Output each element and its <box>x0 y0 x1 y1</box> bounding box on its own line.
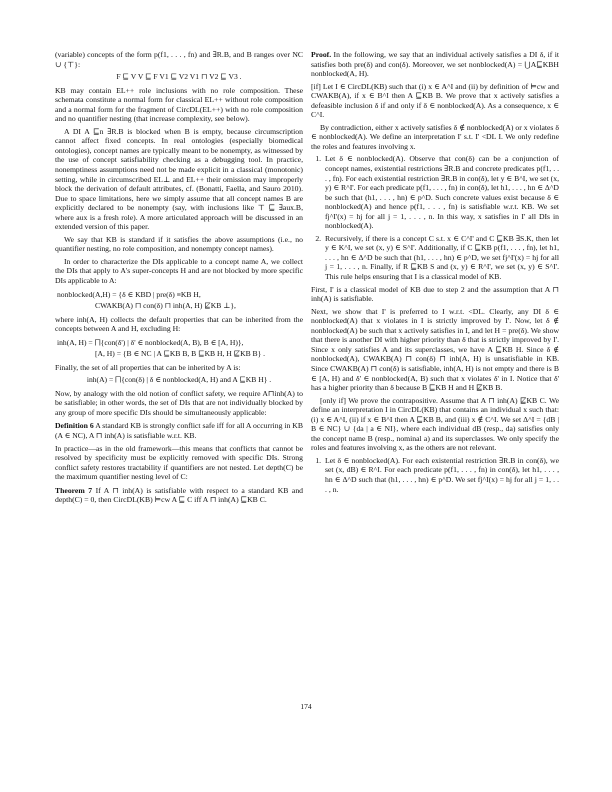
proof-steps-list <box>311 154 559 281</box>
math-line: [A, H) = {B ∈ NC | A ⊑KB B, B ⊑KB H, H ⋢KB B} . <box>95 348 266 358</box>
paragraph-where: where inh(A, H) collects the default properties that can be inherited from the concepts between A and H, excluding H: <box>55 314 303 334</box>
math-nonblocked <box>55 289 303 311</box>
construction-steps-list <box>311 456 559 494</box>
definition-label: Definition 6 <box>55 421 94 431</box>
math-line: nonblocked(A,H) = {δ ∈ KBD | pre(δ) ≡KB H, <box>57 289 201 299</box>
left-column <box>55 50 303 508</box>
theorem-text: If A ⊓ inh(A) is satisfiable with respect to a standard KB and depth(C) = 0, then CircDL(KB) ⊨cw A ⊑ C iff A ⊓ inh(A) ⊑KB C. <box>55 485 304 505</box>
math-inh <box>55 337 303 359</box>
page-number: 174 <box>300 702 312 711</box>
paragraph-contradiction: By contradiction, either x actively satisfies δ ∉ nonblocked(A) or x violates δ ∈ nonblocked(A). We define an interpretation I' s.t. I' <DL I. We only redefine the roles and features involving x. <box>311 122 559 151</box>
theorem-label: Theorem 7 <box>55 485 93 495</box>
paragraph-di: A DI A ⊑n ∃R.B is blocked when B is empty, because circumscription cannot affect fixed concepts. In real ontologies (especially biomedical ontologies), concept names are typically meant to be nonempty, as witnessed by the use of concept satisfiability checking as a debugging tool. In practice, nonemptiness assumptions need not be made explicit in a classical (monotonic) setting, while in circumscribed EL⊥ and EL++ their omission may improperly block the derivation of default attributes, cf. (Bonatti, Faella, and Sauro 2010). Due to space limitations, here we simply assume that all concept names B are explicitly declared to be nonempty (say, with inclusions like ⊤ ⊑ ∃aux.B, where aux is a fresh role). A more articulated approach will be discussed in an extended version of this paper. <box>55 126 303 232</box>
paragraph-kb: KB may contain EL++ role inclusions with no role composition. These schemata constitute a normal form for classical EL++ without role composition and a normal form for the fragment of CircDL(EL++) with no role composition and no quantifier nesting (that increase complexity, see below). <box>55 85 303 124</box>
math-line: inh(A, H) = ⨅{con(δ') | δ' ∈ nonblocked(A, B), B ∈ [A, H)}, <box>57 337 244 347</box>
definition-text: A standard KB is strongly conflict safe iff for all A occurring in KB (A ∈ NC), A ⊓ inh(A) is satisfiable w.r.t. KB. <box>55 421 303 440</box>
paragraph-standard: We say that KB is standard if it satisfies the above assumptions (i.e., no quantifier nesting, no role composition, and nonempty concept names). <box>55 234 303 254</box>
paragraph-onlyif: [only if] We prove the contrapositive. Assume that A ⊓ inh(A) ⋢KB C. We define an interpretation I in CircDL(KB) that contains an individual x such that: (i) x ∈ A^I, (ii) if x ∈ B^I then A ⊑KB B, and (iii) x ∉ C^I. We set Δ^I = {dB | B ∈ NC} ∪ {da | a ∈ NI}, where each individual dB (resp., da) satisfies only the concept name B (resp., nominal a) and its superclasses. We only specify the roles and features involving x, as the others are not relevant. <box>311 395 559 453</box>
math-inh-all: inh(A) = ⨅{con(δ) | δ ∈ nonblocked(A, H) and A ⊑KB H} . <box>86 375 272 385</box>
paragraph-first: First, I' is a classical model of KB due to step 2 and the assumption that A ⊓ inh(A) is satisfiable. <box>311 284 559 304</box>
proof-intro-paragraph <box>311 50 559 79</box>
math-rules: F ⊑ V V ⊑ F V1 ⊑ V2 V1 ⊓ V2 ⊑ V3 . <box>116 72 242 82</box>
proof-label: Proof. <box>311 50 332 59</box>
paragraph-analogy: Now, by analogy with the old notion of conflict safety, we require A⊓inh(A) to be satisfiable; in other words, the set of DIs that are not individually blocked by any group of more specific DIs should be simultaneously applicable: <box>55 388 303 417</box>
proof-intro-text: In the following, we say that an individual actively satisfies a DI δ, if it satisfies both pre(δ) and con(δ). Moreover, we set nonblocked(A) = ⋃A⊑KBH nonblocked(A, H). <box>311 50 560 79</box>
paragraph-finally: Finally, the set of all properties that can be inherited by A is: <box>55 362 241 372</box>
list-item: 1. Let δ ∈ nonblocked(A). For each existential restriction ∃R.B in con(δ), we set (x, dB) ∈ R^I. For each predicate p(f1, . . . , fn) in con(δ), let h1, . . . , hn ∈ Δ^D such that (h1, . . . , hn) ∈ p^D. We set fj^I(x) = hj for all j = 1, . . . , n. <box>323 456 559 494</box>
paragraph-characterize: In order to characterize the DIs applicable to a concept name A, we collect the DIs that apply to A's super-concepts H and are not blocked by more specific DIs applicable to A: <box>55 256 303 286</box>
paragraph-practice: In practice—as in the old framework—this means that conflicts that cannot be resolved by specificity must be explicitly removed with specific DIs. Strong conflict safety restores tractability if quantifiers are not nested. Let depth(C) be the maximum quantifier nesting level of C: <box>55 443 303 482</box>
definition-6 <box>55 421 303 440</box>
math-line: CWAKB(A) ⊓ con(δ) ⊓ inh(A, H) ⋢KB ⊥}, <box>95 300 236 310</box>
theorem-7 <box>55 486 303 505</box>
paragraph-if: [if] Let I ∈ CircDL(KB) such that (i) x ∈ A^I and (ii) by definition of ⊨cw and CWAKB(A), if x ∈ B^I then A ⊑KB B. We prove that x actively satisfies a defeasible inclusion δ if and only if δ ∈ nonblocked(A). As a consequence, x ∈ C^I. <box>311 81 559 120</box>
list-item: 1. Let δ ∈ nonblocked(A). Observe that con(δ) can be a conjunction of concept names, existential restrictions ∃R.B and concrete predicates p(f1, . . . , fn). For each existential restriction ∃R.B in con(δ), let y ∈ B^I, we set (x, y) ∈ R^I'. For each predicate p(f1, . . . , fn) in con(δ), let h1, . . . , hn ∈ Δ^D be such that (h1, . . . , hn) ∈ p^D. Such concrete values exist because δ ∈ nonblocked(A) and hence p(f1, . . . , fn) is satisfiable w.r.t. KB. We set fj^I'(x) = hj for all j = 1, . . . , n. In this way, x satisfies in I' all DIs in nonblocked(A). <box>323 154 559 230</box>
right-column <box>311 50 559 497</box>
paragraph-intro: (variable) concepts of the form p(f1, . . . , fn) and ∃R.B, and B ranges over NC ∪ {⊤}: <box>55 50 303 69</box>
paragraph-next: Next, we show that I' is preferred to I w.r.t. <DL. Clearly, any DI δ ∈ nonblocked(A) that x violates in I is strictly improved by I'. Now, let δ ∉ nonblocked(A) be such that x actively satisfies in I, and let H = pre(δ). We show that there is another DI with higher priority than δ that is strictly improved by I'. Since x only satisfies A and its superclasses, we have A ⊑KB H. Since δ ∉ nonblocked(A), CWAKB(A) ⊓ con(δ) ⊓ inh(A, H) is unsatisfiable in KB. Since CWAKB(A) ⊓ con(δ) is satisfiable, inh(A, H) is not empty and there is B ∈ [A, H) and δ' ∈ nonblocked(A, B) such that x violates δ' in I. Notice that δ' has a higher priority than δ because B ⊑KB H and H ⋢KB B. <box>311 306 559 393</box>
list-item: 2. Recursively, if there is a concept C s.t. x ∈ C^I' and C ⊑KB ∃S.K, then let y ∈ K^I, we set (x, y) ∈ S^I'. Additionally, if C ⊑KB p(f1, . . . , fn), let h1, . . . , hn ∈ Δ^D be such that (h1, . . . , hn) ∈ p^D, we set fj^I'(x) = hj for all j = 1, . . . , n. Finally, if R ⊑KB S and (x, y) ∈ R^I', we set (x, y) ∈ S^I'. This rule helps ensuring that I is a classical model of KB. <box>323 234 559 282</box>
